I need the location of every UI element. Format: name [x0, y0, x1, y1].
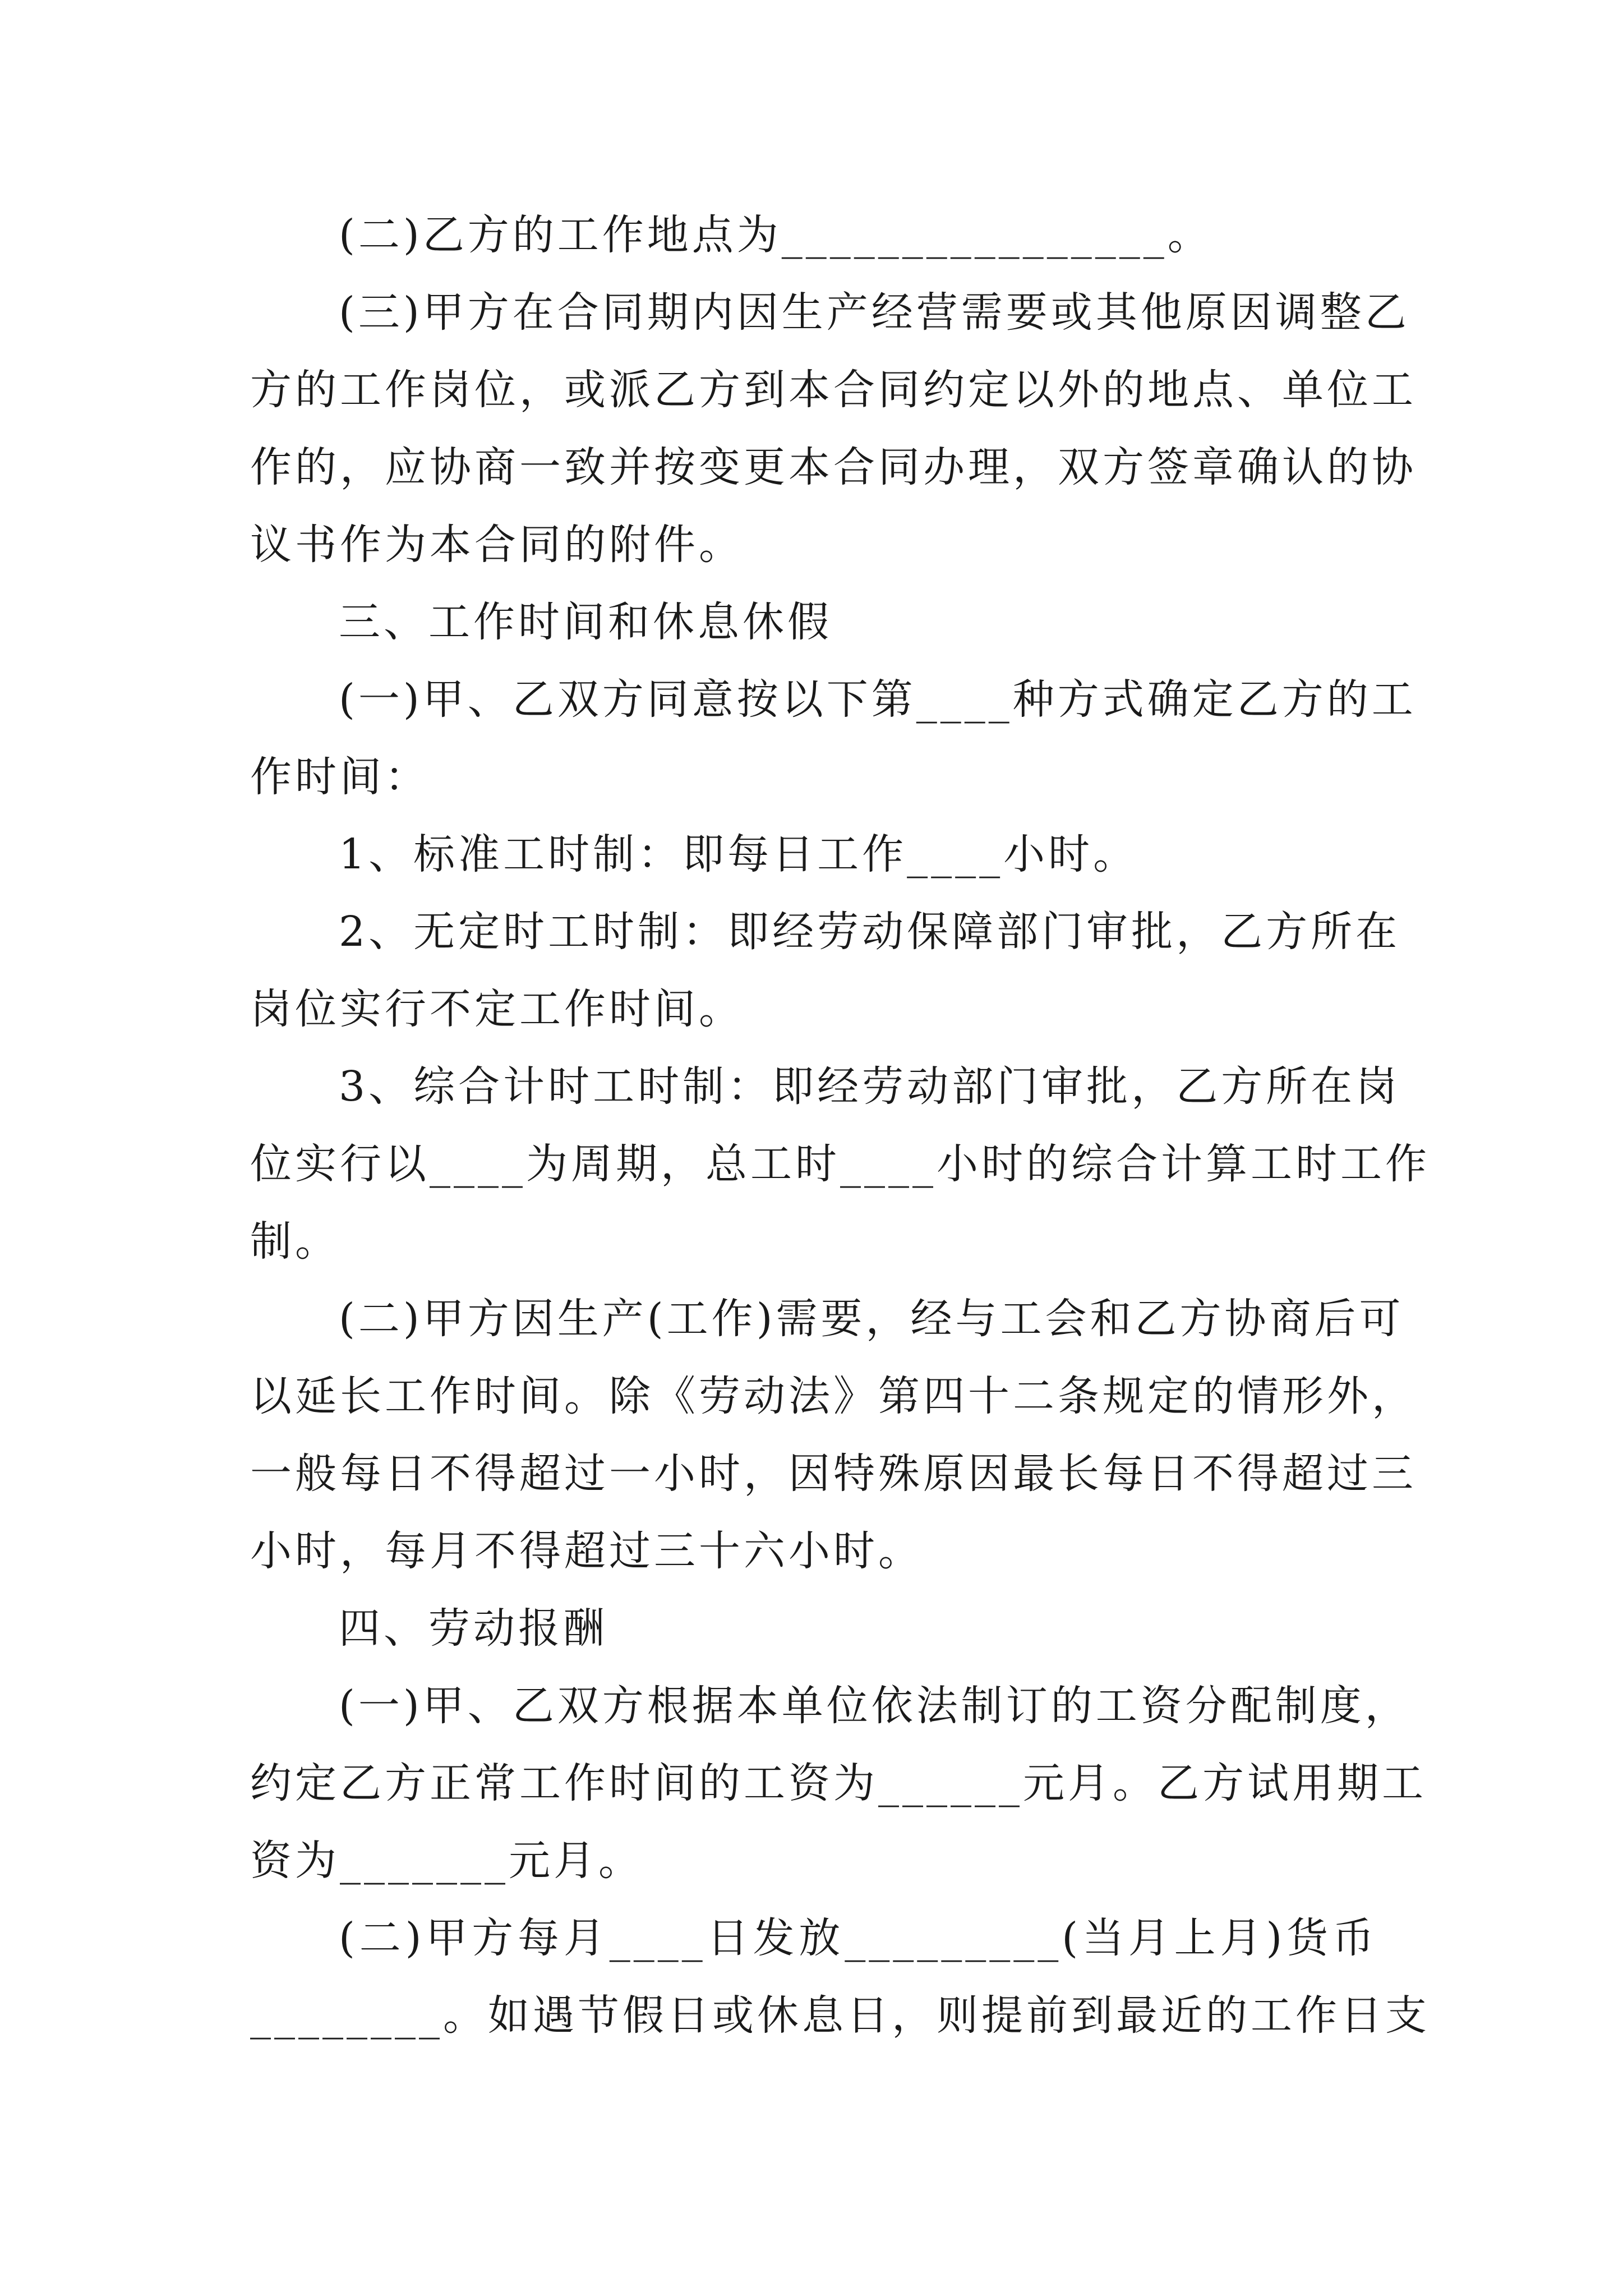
paragraph-line: 以延长工作时间。除《劳动法》第四十二条规定的情形外， — [250, 1372, 1417, 1420]
paragraph-line: 2、无定时工时制：即经劳动保障部门审批，乙方所在 — [339, 908, 1401, 956]
paragraph-line: 资为_______元月。 — [250, 1837, 643, 1885]
paragraph-line: (一)甲、乙双方同意按以下第____种方式确定乙方的工 — [339, 675, 1417, 724]
paragraph-line: 岗位实行不定工作时间。 — [250, 985, 744, 1033]
paragraph-line: 一般每日不得超过一小时，因特殊原因最长每日不得超过三 — [250, 1450, 1417, 1498]
paragraph-line: 1、标准工时制：即每日工作____小时。 — [339, 830, 1138, 878]
paragraph-line: (三)甲方在合同期内因生产经营需要或其他原因调整乙 — [339, 288, 1410, 337]
paragraph-line: (二)甲方因生产(工作)需要，经与工会和乙方协商后可 — [339, 1295, 1404, 1343]
paragraph-line: 议书作为本合同的附件。 — [250, 521, 744, 569]
paragraph-line: 方的工作岗位，或派乙方到本合同约定以外的地点、单位工 — [250, 366, 1417, 414]
paragraph-line: (二)乙方的工作地点为________________。 — [339, 211, 1212, 259]
contract-body — [250, 196, 1430, 2054]
section-heading: 三、工作时间和休息休假 — [339, 598, 832, 646]
paragraph-line: 作的，应协商一致并按变更本合同办理，双方签章确认的协 — [250, 443, 1417, 491]
paragraph-line: (一)甲、乙双方根据本单位依法制订的工资分配制度， — [339, 1682, 1410, 1730]
section-heading: 四、劳动报酬 — [339, 1604, 608, 1653]
paragraph-line: 小时，每月不得超过三十六小时。 — [250, 1527, 923, 1575]
paragraph-line: 作时间： — [250, 753, 430, 801]
paragraph-line: (二)甲方每月____日发放_________(当月上月)货币 — [339, 1914, 1377, 1962]
paragraph-line: 约定乙方正常工作时间的工资为______元月。乙方试用期工 — [250, 1759, 1427, 1807]
paragraph-line: 制。 — [250, 1217, 340, 1266]
paragraph-line: 位实行以____为周期，总工时____小时的综合计算工时工作 — [250, 1140, 1430, 1188]
paragraph-line: 3、综合计时工时制：即经劳动部门审批，乙方所在岗 — [339, 1062, 1401, 1111]
paragraph-line: ________。如遇节假日或休息日，则提前到最近的工作日支 — [250, 1991, 1430, 2040]
